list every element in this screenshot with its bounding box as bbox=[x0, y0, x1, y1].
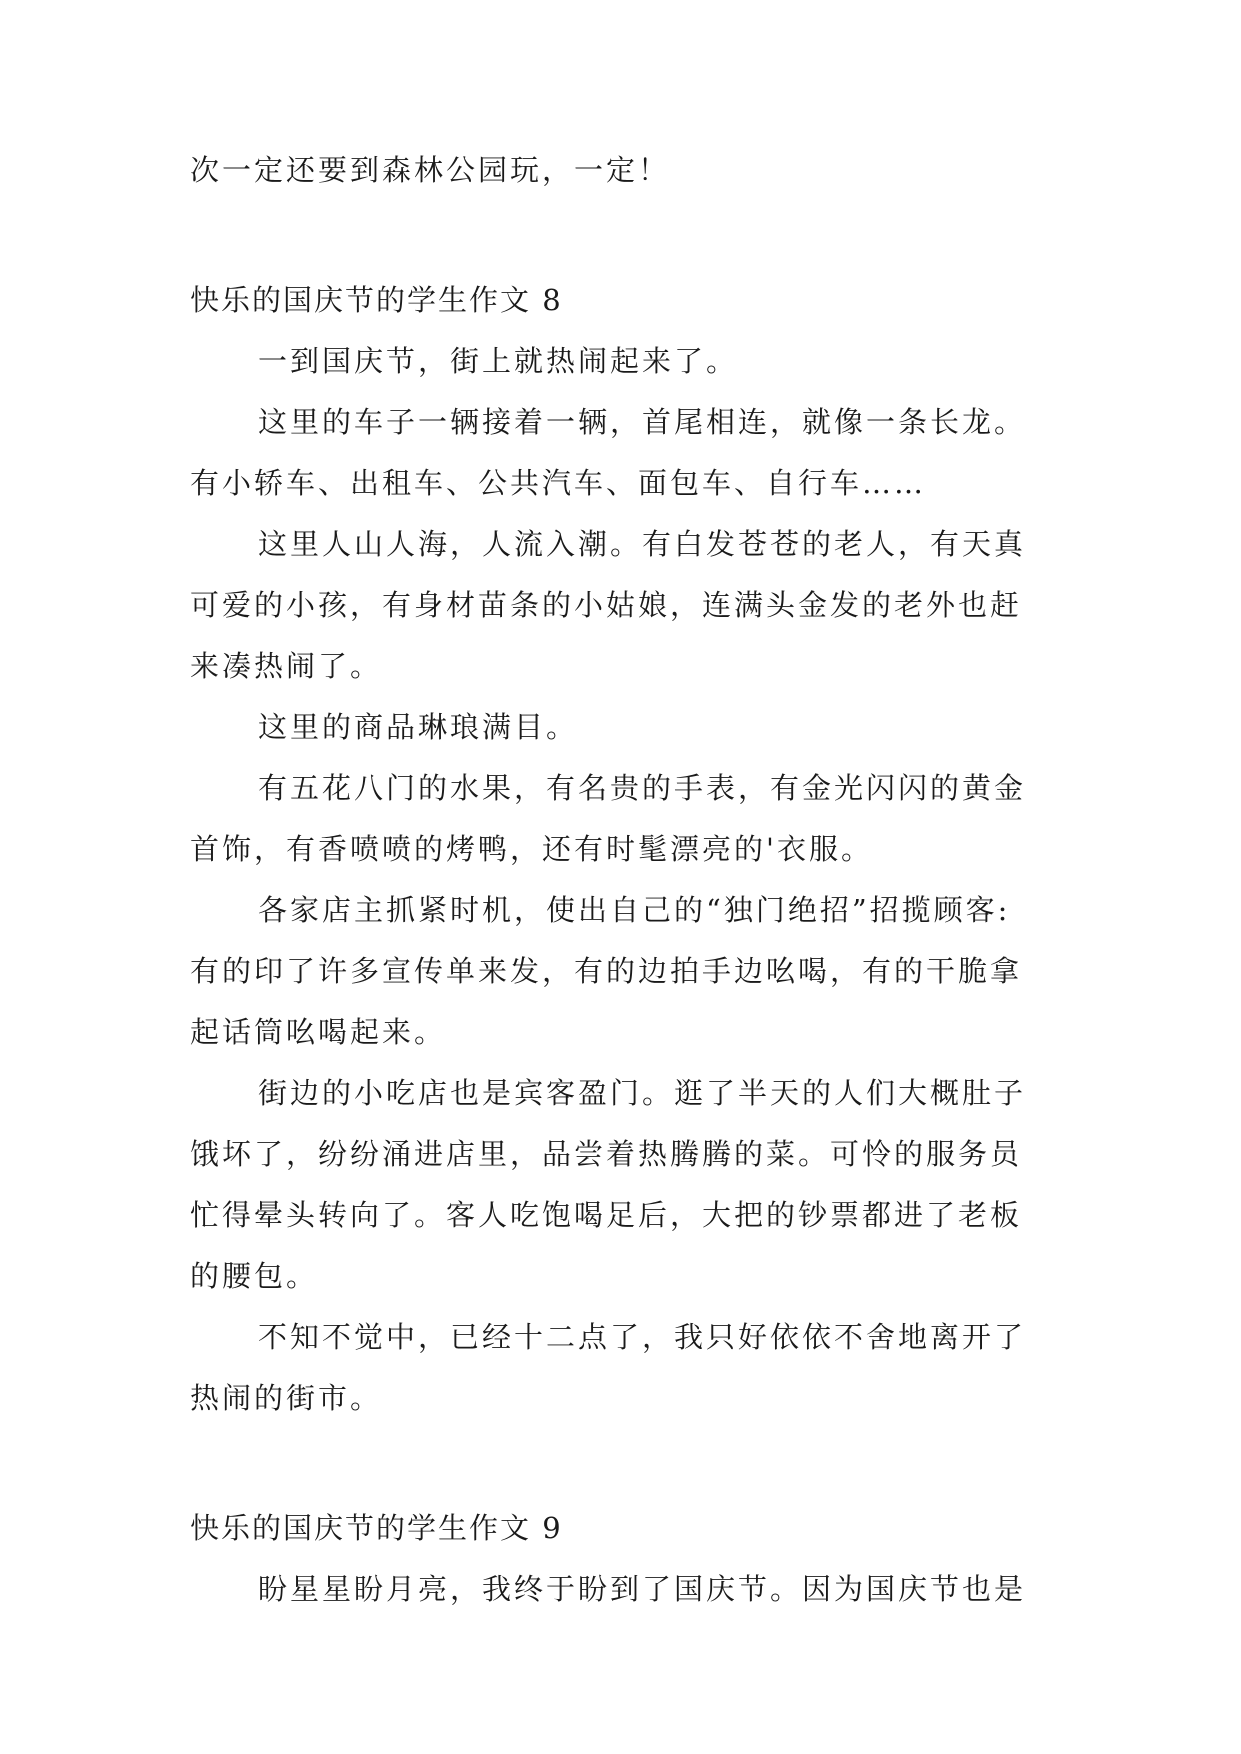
text-line: 饿坏了，纷纷涌进店里，品尝着热腾腾的菜。可怜的服务员 bbox=[190, 1137, 1023, 1171]
text-line: 这里的商品琳琅满目。 bbox=[258, 710, 579, 744]
essay-title: 快乐的国庆节的学生作文 8 bbox=[190, 283, 563, 317]
text-line: 热闹的街市。 bbox=[190, 1381, 383, 1415]
text-line: 有的印了许多宣传单来发，有的边拍手边吆喝，有的干脆拿 bbox=[190, 954, 1023, 988]
text-line: 来凑热闹了。 bbox=[190, 649, 383, 683]
text-line: 有小轿车、出租车、公共汽车、面包车、自行车…… bbox=[190, 466, 927, 500]
text-line: 起话筒吆喝起来。 bbox=[190, 1015, 447, 1049]
text-line: 忙得晕头转向了。客人吃饱喝足后，大把的钞票都进了老板 bbox=[190, 1198, 1023, 1232]
text-line: 各家店主抓紧时机，使出自己的“独门绝招”招揽顾客: bbox=[258, 893, 1011, 927]
text-line: 次一定还要到森林公园玩，一定！ bbox=[190, 153, 671, 187]
text-line: 盼星星盼月亮，我终于盼到了国庆节。因为国庆节也是 bbox=[258, 1572, 1027, 1606]
text-line: 街边的小吃店也是宾客盈门。逛了半天的人们大概肚子 bbox=[258, 1076, 1027, 1110]
text-line: 这里人山人海，人流入潮。有白发苍苍的老人，有天真 bbox=[258, 527, 1027, 561]
text-line: 的腰包。 bbox=[190, 1259, 319, 1293]
text-line: 可爱的小孩，有身材苗条的小姑娘，连满头金发的老外也赶 bbox=[190, 588, 1023, 622]
text-line: 这里的车子一辆接着一辆，首尾相连，就像一条长龙。 bbox=[258, 405, 1027, 439]
text-line: 一到国庆节，街上就热闹起来了。 bbox=[258, 344, 739, 378]
text-line: 有五花八门的水果，有名贵的手表，有金光闪闪的黄金 bbox=[258, 771, 1027, 805]
essay-title: 快乐的国庆节的学生作文 9 bbox=[190, 1511, 563, 1545]
text-line: 不知不觉中，已经十二点了，我只好依依不舍地离开了 bbox=[258, 1320, 1027, 1354]
text-line: 首饰，有香喷喷的烤鸭，还有时髦漂亮的'衣服。 bbox=[190, 832, 873, 866]
